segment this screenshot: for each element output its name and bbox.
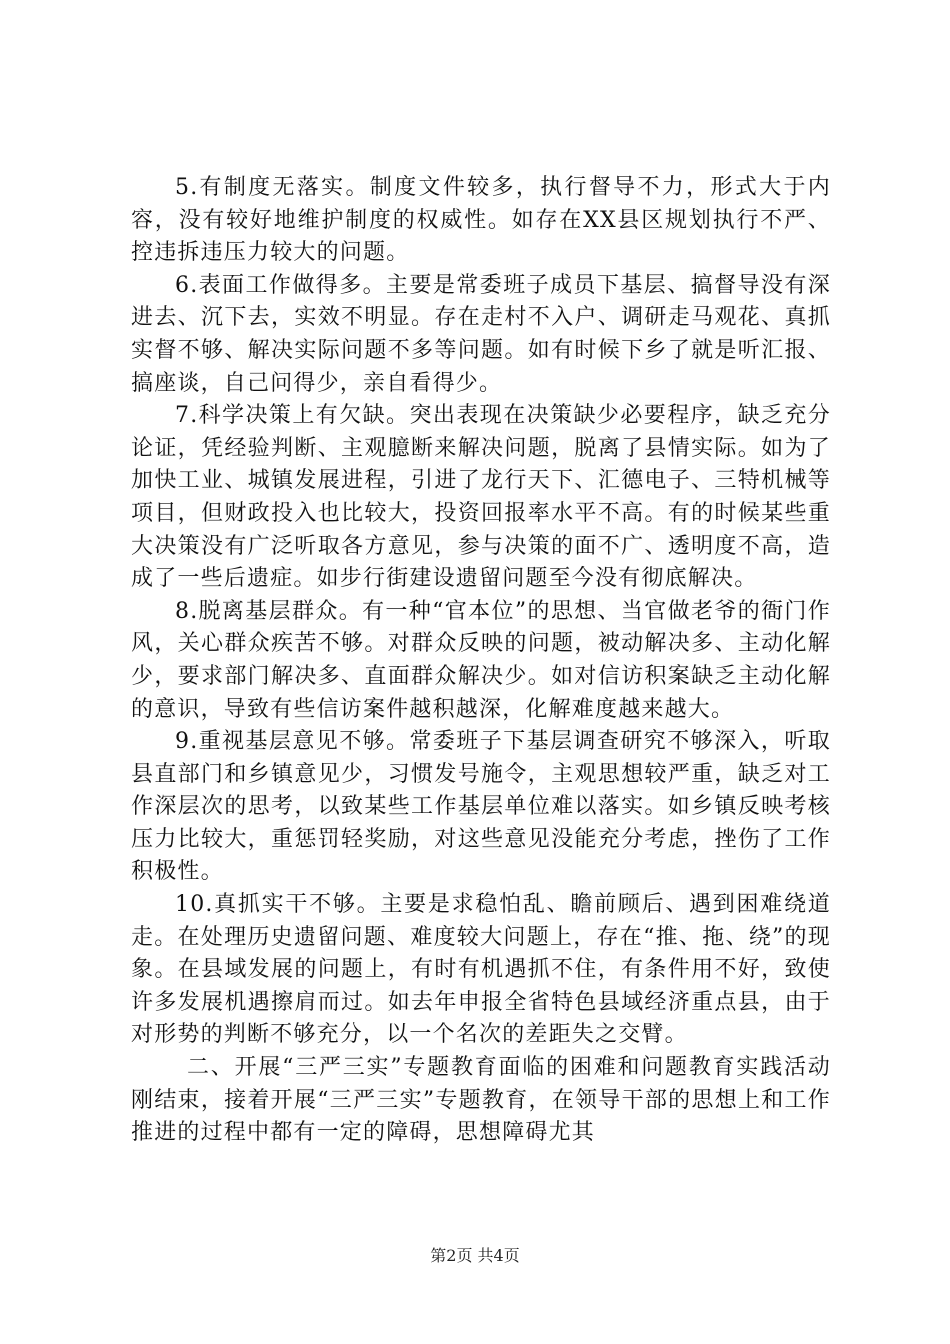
paragraph-item-9: 9.重视基层意见不够。常委班子下基层调查研究不够深入，听取县直部门和乡镇意见少，习惯发号施令，主观思想较严重，缺乏对工作深层次的思考，以致某些工作基层单位难以落实。如乡镇反映考核压力比较大，重惩罚轻奖励，对这些意见没能充分考虑，挫伤了工作积极性。 (131, 729, 831, 885)
page-footer: 第2页 共4页 (430, 1246, 520, 1265)
paragraph-item-6: 6.表面工作做得多。主要是常委班子成员下基层、搞督导没有深进去、沉下去，实效不明显。存在走村不入户、调研走马观花、真抓实督不够、解决实际问题不多等问题。如有时候下乡了就是听汇报、搞座谈，自己问得少，亲自看得少。 (131, 272, 831, 396)
paragraph-item-8: 8.脱离基层群众。有一种“官本位”的思想、当官做老爷的衙门作风，关心群众疾苦不够。对群众反映的问题，被动解决多、主动化解少，要求部门解决多、直面群众解决少。如对信访积案缺乏主动化解的意识，导致有些信访案件越积越深，化解难度越来越大。 (131, 598, 831, 722)
section-two-paragraph: 二、开展“三严三实”专题教育面临的困难和问题教育实践活动刚结束，接着开展“三严三实”专题教育，在领导干部的思想上和工作推进的过程中都有一定的障碍，思想障碍尤其 (131, 1055, 831, 1146)
document-body (131, 172, 831, 1150)
paragraph-item-7: 7.科学决策上有欠缺。突出表现在决策缺少必要程序，缺乏充分论证，凭经验判断、主观臆断来解决问题，脱离了县情实际。如为了加快工业、城镇发展进程，引进了龙行天下、汇德电子、三特机械等项目，但财政投入也比较大，投资回报率水平不高。有的时候某些重大决策没有广泛听取各方意见，参与决策的面不广、透明度不高，造成了一些后遗症。如步行街建设遗留问题至今没有彻底解决。 (131, 403, 831, 592)
paragraph-item-10: 10.真抓实干不够。主要是求稳怕乱、瞻前顾后、遇到困难绕道走。在处理历史遗留问题、难度较大问题上，存在“推、拖、绕”的现象。在县域发展的问题上，有时有机遇抓不住，有条件用不好，致使许多发展机遇擦肩而过。如去年申报全省特色县域经济重点县，由于对形势的判断不够充分，以一个名次的差距失之交臂。 (131, 892, 831, 1048)
paragraph-item-5: 5.有制度无落实。制度文件较多，执行督导不力，形式大于内容，没有较好地维护制度的权威性。如存在XX县区规划执行不严、控违拆违压力较大的问题。 (131, 175, 831, 266)
